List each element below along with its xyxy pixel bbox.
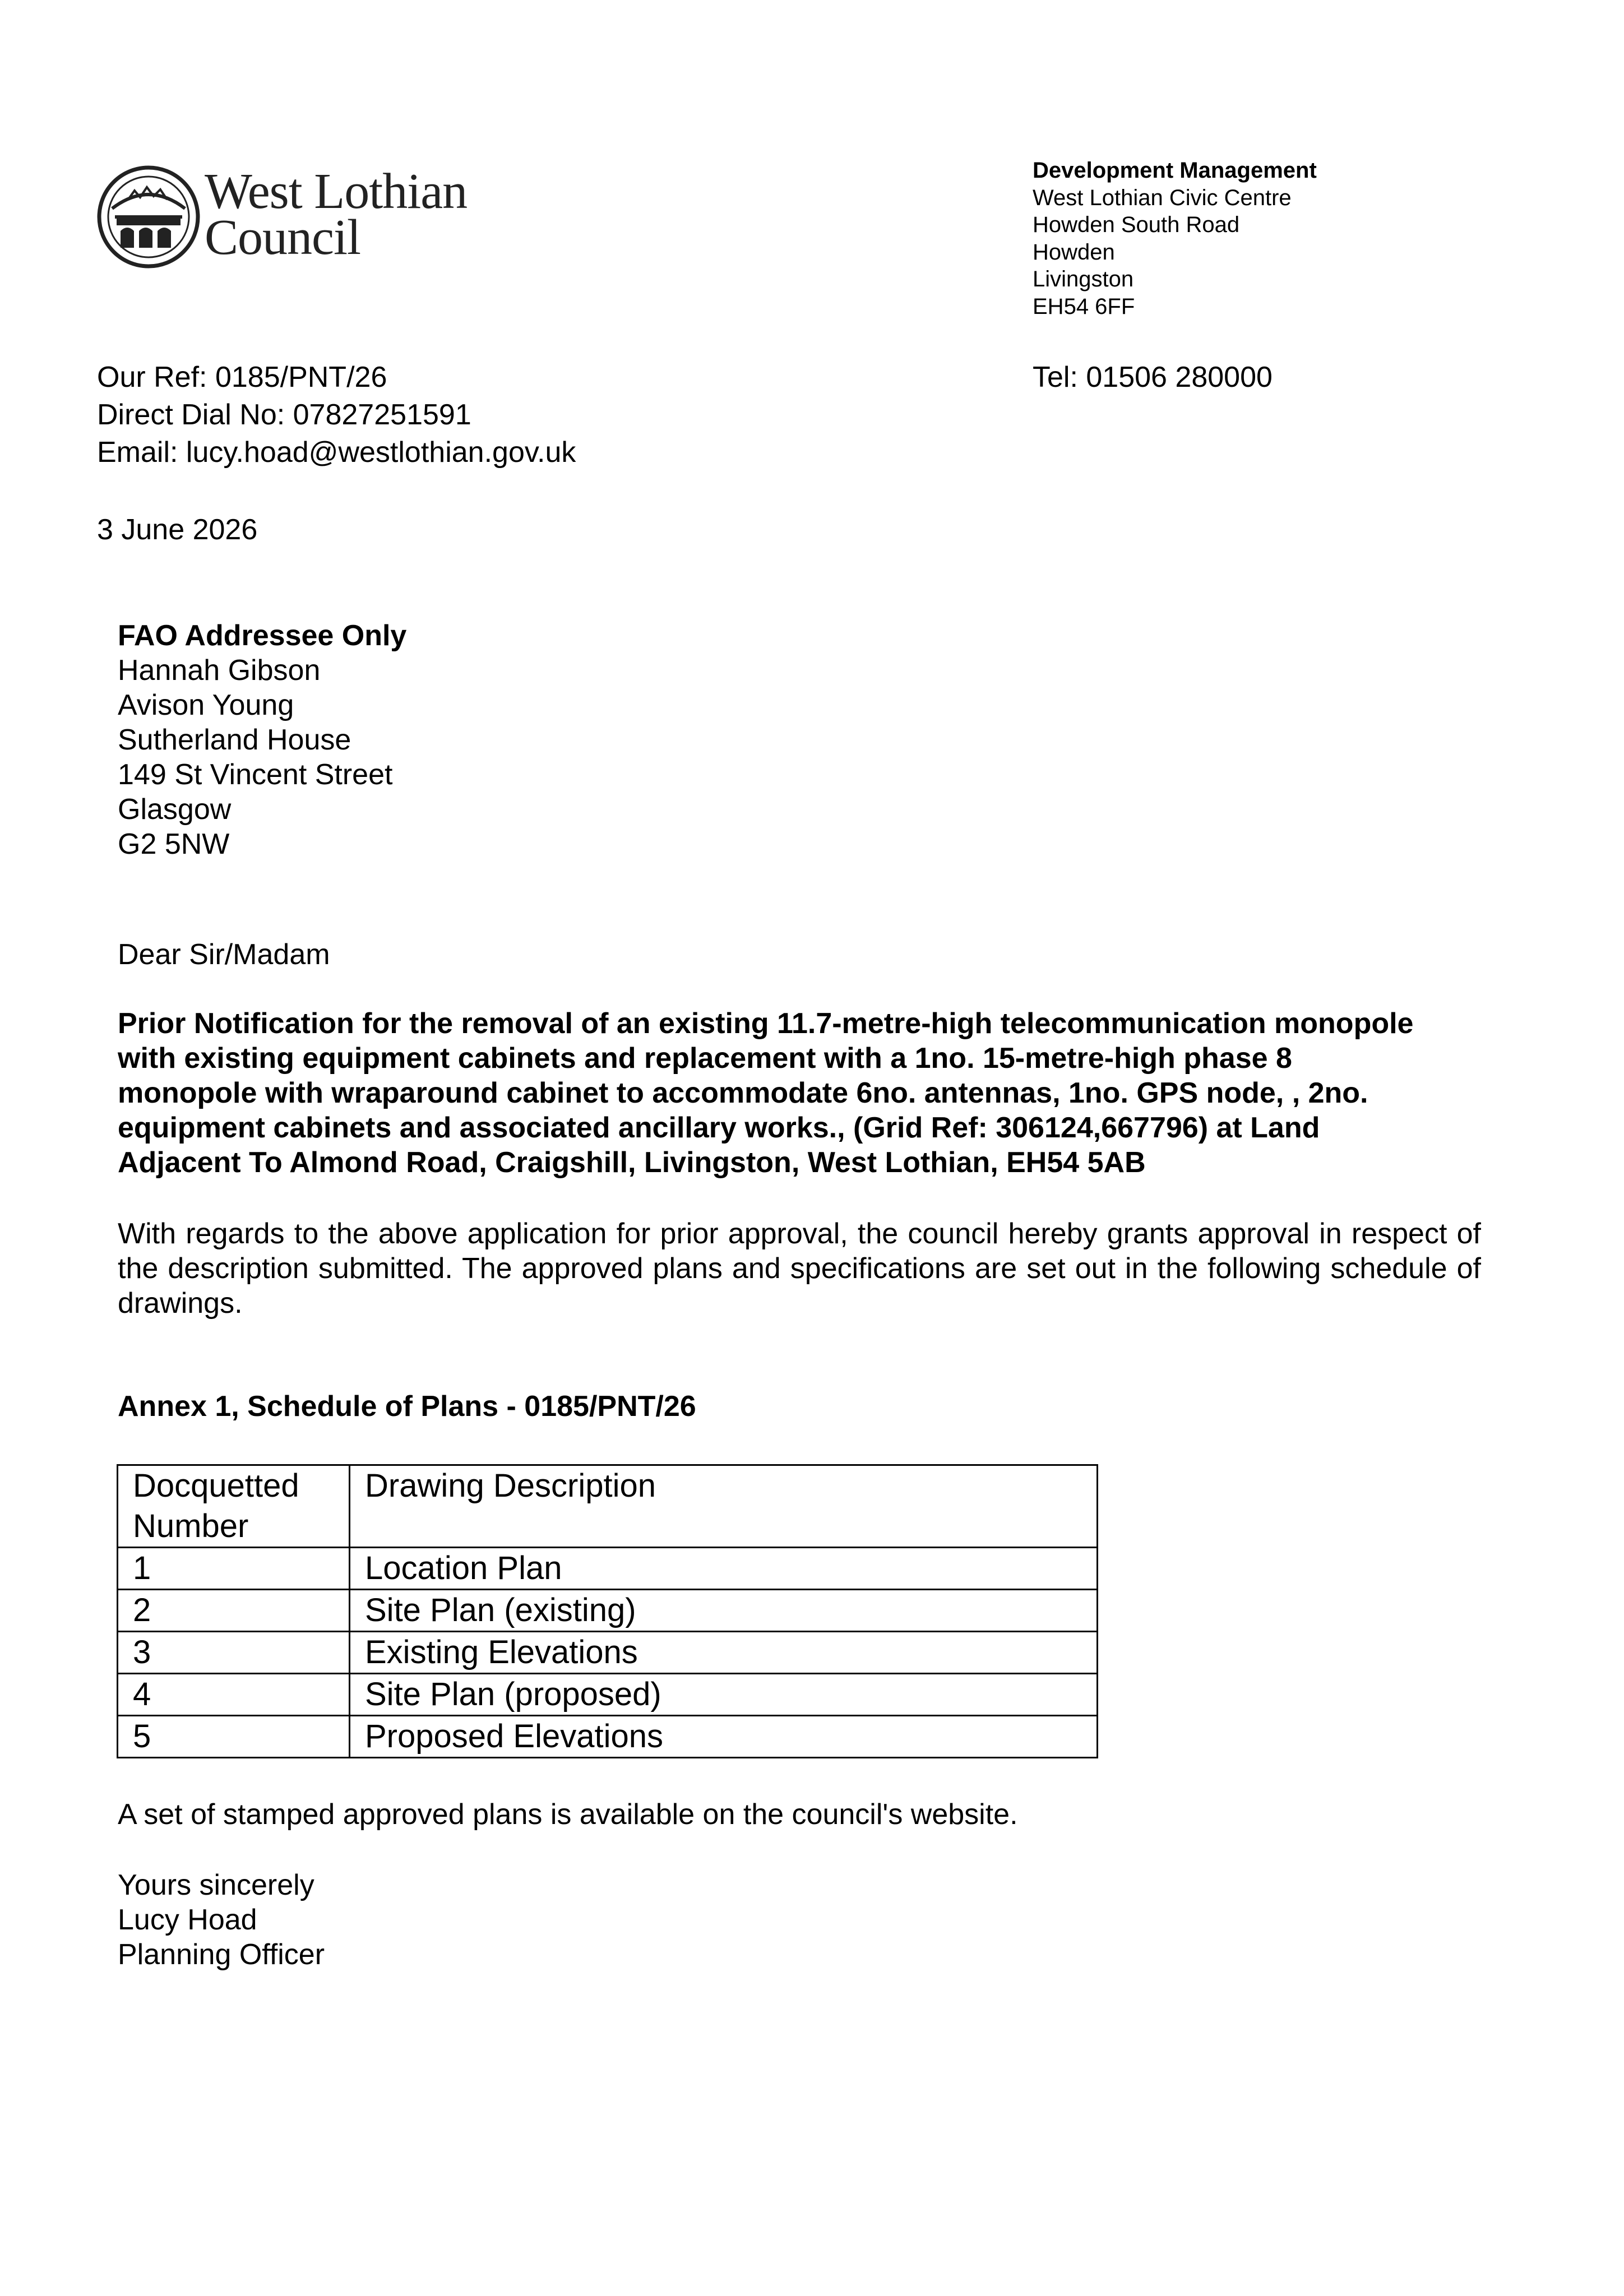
org-address-line: Howden [1033, 239, 1115, 265]
addressee-line: Glasgow [118, 793, 232, 826]
org-address-line: Livingston [1033, 267, 1134, 291]
table-cell: Site Plan (proposed) [350, 1674, 1098, 1716]
subject-line: equipment cabinets and associated ancillary works., (Grid Ref: 306124,667796) at Land [118, 1112, 1320, 1144]
table-row [118, 1590, 1098, 1632]
table-cell: 5 [118, 1716, 350, 1758]
logo-line-1: West Lothian [205, 164, 468, 219]
table-cell: 1 [118, 1548, 350, 1590]
closing: Yours sincerely [118, 1869, 314, 1901]
subject-line: monopole with wraparound cabinet to accommodate 6no. antennas, 1no. GPS node, , 2no. [118, 1077, 1368, 1109]
addressee-line: Avison Young [118, 689, 294, 721]
signatory-role: Planning Officer [118, 1938, 325, 1971]
plans-table [117, 1464, 1098, 1758]
subject-line: with existing equipment cabinets and replacement with a 1no. 15-metre-high phase 8 [118, 1042, 1292, 1075]
org-address-block [1033, 157, 1317, 320]
our-ref: Our Ref: 0185/PNT/26 [97, 361, 387, 394]
stamped-plans-note: A set of stamped approved plans is available on the council's website. [118, 1798, 1018, 1831]
subject-heading [118, 1006, 1497, 1180]
subject-line: Prior Notification for the removal of an existing 11.7-metre-high telecommunication monopole [118, 1007, 1414, 1040]
signatory-name: Lucy Hoad [118, 1904, 257, 1936]
table-row [118, 1674, 1098, 1716]
signoff-block [118, 1868, 325, 1972]
table-cell: Proposed Elevations [350, 1716, 1098, 1758]
addressee-block [118, 618, 406, 862]
fao-line: FAO Addressee Only [118, 619, 407, 652]
addressee-line: Sutherland House [118, 724, 351, 756]
table-row [118, 1716, 1098, 1758]
table-cell: Existing Elevations [350, 1632, 1098, 1674]
body-paragraph: With regards to the above application for prior approval, the council hereby grants approval in respect of the description submitted. The approved plans and specifications are set out in the following schedule of drawings. [118, 1218, 1481, 1320]
org-address-line: EH54 6FF [1033, 294, 1135, 319]
subject-line: Adjacent To Almond Road, Craigshill, Livingston, West Lothian, EH54 5AB [118, 1146, 1146, 1179]
letter-date: 3 June 2026 [97, 513, 258, 546]
salutation: Dear Sir/Madam [118, 938, 330, 971]
org-telephone: Tel: 01506 280000 [1033, 361, 1273, 394]
reference-block [97, 359, 576, 471]
org-address-line: West Lothian Civic Centre [1033, 185, 1292, 210]
annex-title: Annex 1, Schedule of Plans - 0185/PNT/26 [118, 1390, 696, 1423]
table-header-row [118, 1465, 1098, 1548]
table-cell: Location Plan [350, 1548, 1098, 1590]
email-address: Email: lucy.hoad@westlothian.gov.uk [97, 436, 576, 469]
addressee-line: Hannah Gibson [118, 654, 321, 687]
council-crest-icon [95, 164, 202, 270]
addressee-line: G2 5NW [118, 828, 230, 860]
table-header-cell: Drawing Description [350, 1465, 1098, 1548]
direct-dial: Direct Dial No: 07827251591 [97, 399, 471, 431]
table-header-cell: Docquetted Number [118, 1465, 350, 1548]
org-title: Development Management [1033, 158, 1317, 183]
table-cell: Site Plan (existing) [350, 1590, 1098, 1632]
addressee-line: 149 St Vincent Street [118, 758, 393, 791]
table-row [118, 1548, 1098, 1590]
table-cell: 3 [118, 1632, 350, 1674]
table-row [118, 1632, 1098, 1674]
table-cell: 2 [118, 1590, 350, 1632]
table-cell: 4 [118, 1674, 350, 1716]
org-address-line: Howden South Road [1033, 212, 1240, 237]
council-logo [95, 164, 488, 270]
logo-line-2: Council [205, 210, 360, 265]
